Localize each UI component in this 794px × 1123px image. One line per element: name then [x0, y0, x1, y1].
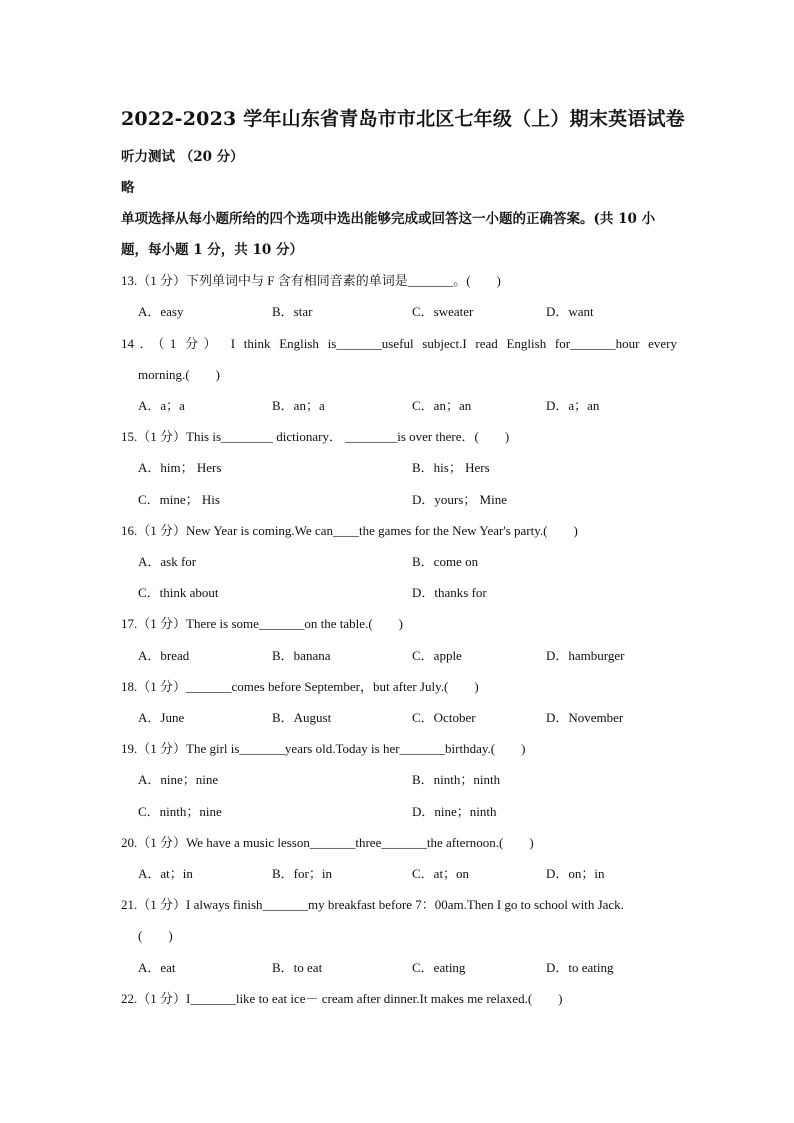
question-17-option-d: D．hamburger [546, 648, 625, 663]
question-18-option-b: B．August [272, 710, 332, 725]
page-title: 2022-2023 学年山东省青岛市市北区七年级（上）期末英语试卷 [121, 108, 685, 130]
question-20-option-c: C．at；on [412, 866, 470, 881]
listening-heading: 听力测试 （20 分） [121, 149, 244, 165]
question-17-stem: 17.（1 分）There is some_______on the table.( ) [121, 616, 403, 631]
question-20-option-b: B．for；in [272, 866, 332, 881]
question-13-option-b: B．star [272, 304, 313, 319]
question-16-option-d: D．thanks for [412, 585, 487, 600]
question-21-option-b: B．to eat [272, 960, 323, 975]
question-19-option-a: A．nine；nine [138, 772, 219, 787]
listening-omitted-note: 略 [121, 180, 135, 196]
question-15-option-d: D．yours； Mine [412, 492, 507, 507]
question-18-option-c: C．October [412, 710, 476, 725]
question-18-option-a: A．June [138, 710, 185, 725]
section-instruction-line-2: 题，每小题 1 分，共 10 分） [121, 242, 303, 258]
question-20-option-d: D．on；in [546, 866, 605, 881]
section-instruction-line-1: 单项选择从每小题所给的四个选项中选出能够完成或回答这一小题的正确答案。(共 10 小 [121, 211, 656, 227]
question-16-option-c: C．think about [138, 585, 219, 600]
question-16-option-a: A．ask for [138, 554, 197, 569]
question-18-stem: 18.（1 分）_______comes before September，but after July.( ) [121, 679, 479, 694]
question-21-stem: 21.（1 分）I always finish_______my breakfast before 7：00am.Then I go to school with Jack. [121, 897, 624, 912]
question-20-stem: 20.（1 分）We have a music lesson_______three_______the afternoon.( ) [121, 835, 534, 850]
question-16-stem: 16.（1 分）New Year is coming.We can____the games for the New Year's party.( ) [121, 523, 578, 538]
question-13-stem: 13.（1 分）下列单词中与 F 含有相同音素的单词是_______。( ) [121, 273, 501, 288]
question-21-option-d: D．to eating [546, 960, 614, 975]
question-20-option-a: A．at；in [138, 866, 193, 881]
question-13-option-c: C．sweater [412, 304, 474, 319]
question-15-option-a: A．him； Hers [138, 460, 222, 475]
question-14-stem-continuation: morning.( ) [138, 367, 220, 382]
question-21-option-c: C．eating [412, 960, 466, 975]
question-17-option-c: C．apple [412, 648, 462, 663]
question-16-option-b: B．come on [412, 554, 479, 569]
question-19-option-d: D．nine；ninth [412, 804, 497, 819]
question-17-option-b: B．banana [272, 648, 331, 663]
question-21-option-a: A．eat [138, 960, 176, 975]
question-15-option-c: C．mine； His [138, 492, 220, 507]
question-13-option-d: D．want [546, 304, 594, 319]
question-14-option-a: A．a；a [138, 398, 185, 413]
question-21-stem-continuation: ( ) [138, 928, 173, 943]
question-19-option-b: B．ninth；ninth [412, 772, 501, 787]
question-15-stem: 15.（1 分）This is________ dictionary． ________is over there．( ) [121, 429, 510, 444]
question-19-stem: 19.（1 分）The girl is_______years old.Today is her_______birthday.( ) [121, 741, 526, 756]
question-22-stem: 22.（1 分）I_______like to eat ice－ cream after dinner.It makes me relaxed.( ) [121, 991, 563, 1006]
question-17-option-a: A．bread [138, 648, 190, 663]
question-15-option-b: B．his； Hers [412, 460, 490, 475]
question-14-option-b: B．an；a [272, 398, 325, 413]
question-14-option-d: D．a；an [546, 398, 600, 413]
question-19-option-c: C．ninth；nine [138, 804, 222, 819]
question-14-option-c: C．an；an [412, 398, 472, 413]
question-13-option-a: A．easy [138, 304, 184, 319]
question-18-option-d: D．November [546, 710, 624, 725]
question-14-stem: 14．（1 分） I think English is_______useful subject.I read English for_______hour every [121, 336, 677, 351]
